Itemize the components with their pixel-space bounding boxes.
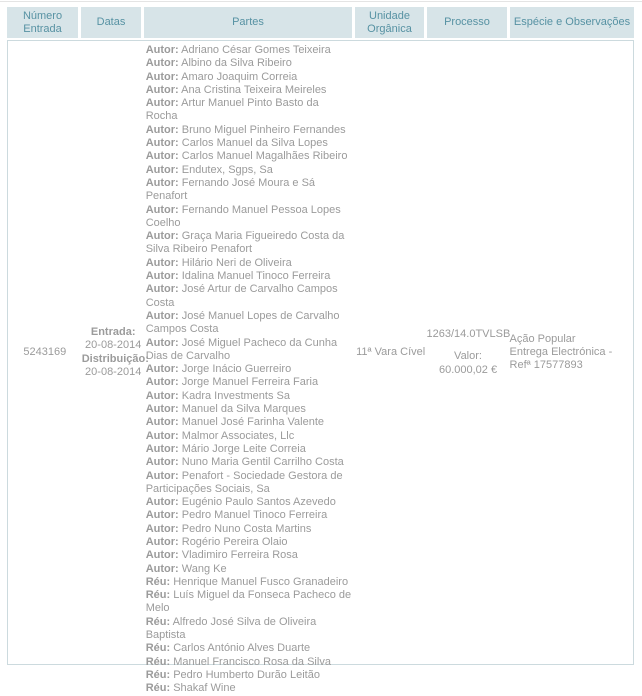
parte-entry: Autor: Kadra Investments Sa: [145, 389, 290, 402]
parte-entry: Autor: Hilário Neri de Oliveira: [145, 256, 292, 269]
parte-entry: Autor: José Manuel Lopes de Carvalho Campos Costa: [145, 309, 340, 336]
unidade-organica-cell: 11ª Vara Cível: [356, 345, 426, 358]
entrada-label: Entrada:: [90, 325, 136, 338]
parte-entry: Réu: Alfredo José Silva de Oliveira Baptista: [145, 615, 317, 642]
parte-entry: Autor: José Miguel Pacheco da Cunha Dias de Carvalho: [145, 336, 338, 362]
parte-entry: Autor: Pedro Nuno Costa Martins: [145, 522, 312, 535]
processo-cell: [427, 328, 510, 377]
parte-entry: Réu: Carlos António Alves Duarte: [145, 642, 311, 655]
header-processo: Processo: [427, 7, 507, 38]
parte-entry: Autor: Jorge Inácio Guerreiro: [145, 363, 292, 376]
distribuicao-date: 20-08-2014: [85, 365, 142, 378]
header-numero-entrada: Número Entrada: [7, 7, 78, 38]
parte-entry: Autor: Idalina Manuel Tinoco Ferreira: [145, 270, 331, 283]
parte-entry: Autor: Jorge Manuel Ferreira Faria: [145, 376, 319, 389]
valor-label: Valor:: [454, 350, 482, 363]
page-top-divider: [0, 1, 642, 2]
parte-entry: Réu: Luís Miguel da Fonseca Pacheco de Melo: [145, 589, 352, 615]
parte-entry: Autor: Endutex, Sgps, Sa: [145, 163, 273, 176]
valor-value: 60.000,02 €: [438, 363, 498, 376]
parte-entry: Autor: Fernando Manuel Pessoa Lopes Coelho: [145, 203, 341, 229]
especie-line: Ação Popular: [509, 332, 576, 345]
parte-entry: Autor: Adriano César Gomes Teixeira: [145, 44, 331, 56]
parte-entry: Autor: Manuel da Silva Marques: [145, 403, 306, 416]
parte-entry: Autor: Mário Jorge Leite Correia: [145, 442, 306, 455]
parte-entry: Réu: Shakaf Wine: [145, 682, 236, 695]
numero-entrada-cell: 5243169: [23, 345, 67, 358]
parte-entry: Autor: Carlos Manuel Magalhães Ribeiro: [145, 150, 348, 163]
processo-number: 1263/14.0TVLSB: [426, 328, 511, 341]
especie-line: Entrega Electrónica - Refª 17577893: [509, 345, 613, 372]
parte-entry: Autor: Vladimiro Ferreira Rosa: [145, 549, 298, 562]
parte-entry: Autor: Wang Ke: [145, 562, 227, 575]
parte-entry: Autor: Nuno Maria Gentil Carrilho Costa: [145, 456, 344, 469]
parte-entry: Autor: José Artur de Carvalho Campos Costa: [145, 283, 338, 309]
entrada-date: 20-08-2014: [85, 339, 142, 352]
parte-entry: Autor: Pedro Manuel Tinoco Ferreira: [145, 509, 328, 522]
parte-entry: Autor: Albino da Silva Ribeiro: [145, 57, 292, 70]
parte-entry: Réu: Henrique Manuel Fusco Granadeiro: [145, 575, 349, 588]
parte-entry: Autor: Fernando José Moura e Sá Penafort: [145, 176, 316, 203]
table-row: [7, 40, 634, 695]
parte-entry: Réu: Manuel Francisco Rosa da Silva: [145, 655, 331, 668]
parte-entry: Autor: Artur Manuel Pinto Basto da Rocha: [145, 97, 319, 123]
header-especie-observacoes: Espécie e Observações: [510, 7, 634, 38]
parte-entry: Autor: Rogério Pereira Olaio: [145, 535, 288, 548]
distribuicao-label: Distribuição:: [81, 352, 149, 365]
parte-entry: Autor: Graça Maria Figueiredo Costa da Silva Ribeiro Penafort: [145, 230, 345, 256]
table-header-row: [7, 7, 634, 38]
parte-entry: Autor: Ana Cristina Teixeira Meireles: [145, 83, 327, 96]
parte-entry: Autor: Penafort - Sociedade Gestora de Participações Sociais, Sa: [145, 469, 343, 495]
parte-entry: Autor: Amaro Joaquim Correia: [145, 70, 298, 83]
parte-entry: Autor: Eugénio Paulo Santos Azevedo: [145, 496, 336, 509]
datas-cell: [81, 325, 149, 379]
parte-entry: Autor: Manuel José Farinha Valente: [145, 416, 325, 429]
parte-entry: Autor: Bruno Miguel Pinheiro Fernandes: [145, 123, 346, 136]
header-partes: Partes: [144, 7, 352, 38]
parte-entry: Autor: Carlos Manuel da Silva Lopes: [145, 137, 328, 150]
especie-observacoes-cell: [510, 333, 633, 373]
header-unidade-organica: Unidade Orgânica: [355, 7, 424, 38]
cases-table: [7, 7, 634, 695]
partes-list: [145, 41, 355, 695]
parte-entry: Réu: Pedro Humberto Durão Leitão: [145, 668, 320, 681]
header-datas: Datas: [81, 7, 141, 38]
parte-entry: Autor: Malmor Associates, Llc: [145, 429, 295, 442]
